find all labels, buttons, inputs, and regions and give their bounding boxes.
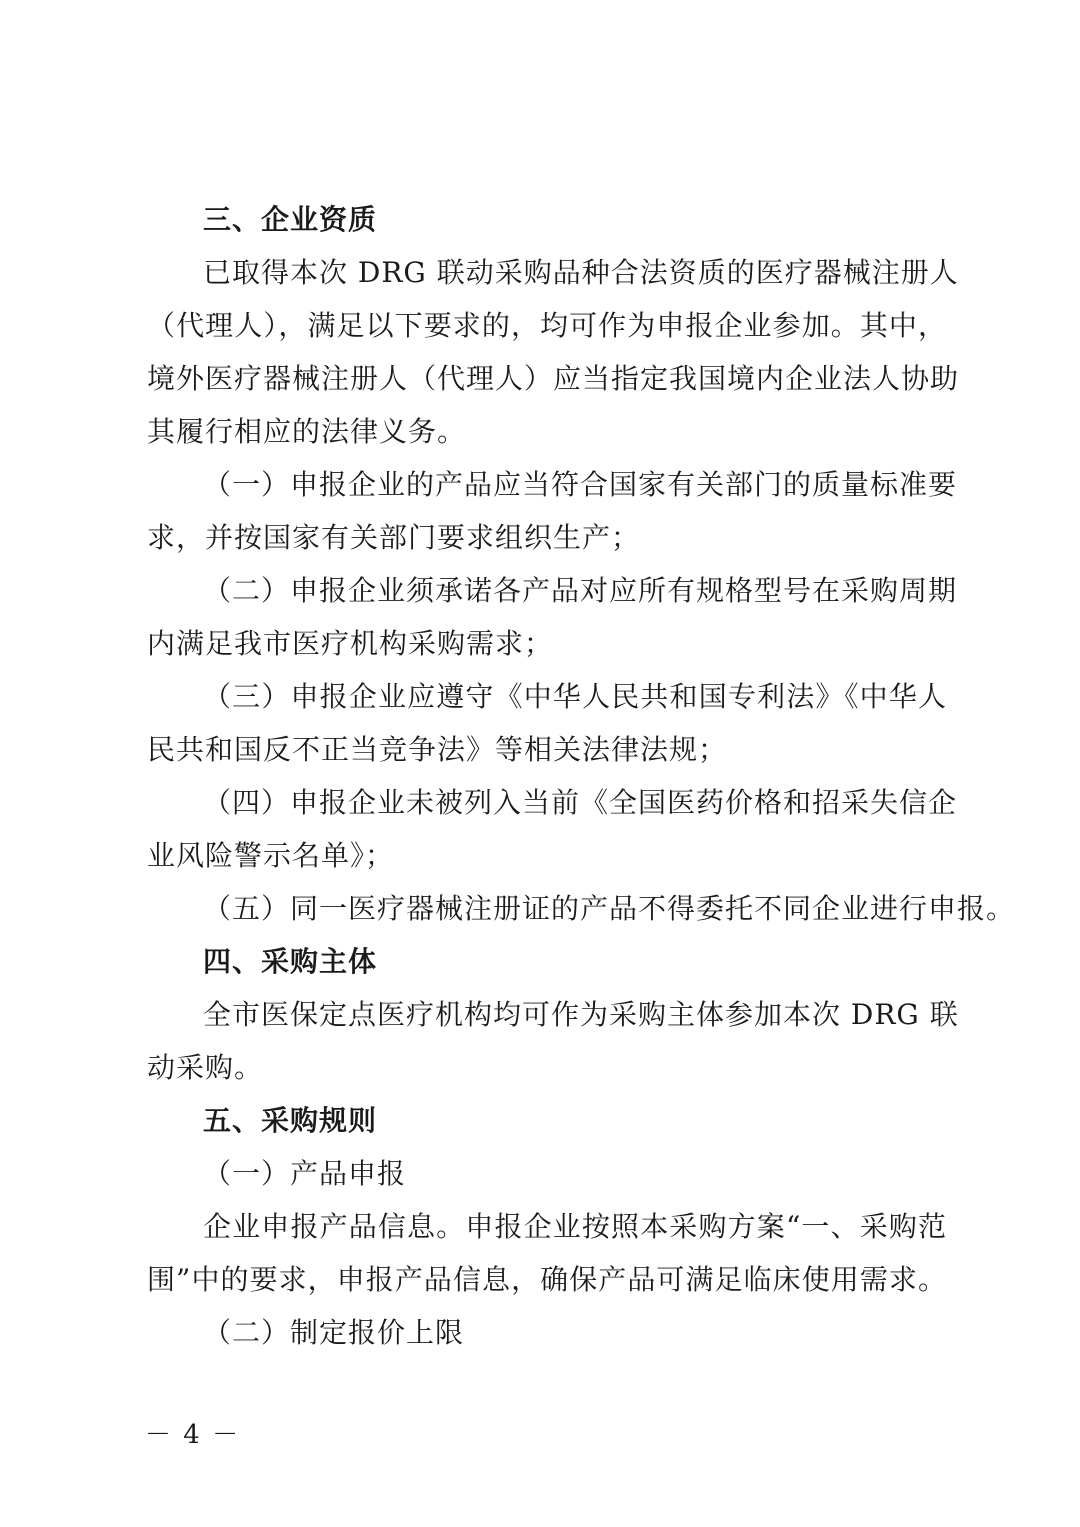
paragraph-line: 其履行相应的法律义务。 — [147, 415, 467, 448]
document-body — [147, 193, 1016, 1359]
paragraph-line: 围”中的要求，申报产品信息，确保产品可满足临床使用需求。 — [147, 1263, 947, 1296]
subsection-heading-price-cap: （二）制定报价上限 — [203, 1316, 465, 1349]
list-item-line: （五）同一医疗器械注册证的产品不得委托不同企业进行申报。 — [203, 892, 1016, 925]
list-item-line: （三）申报企业应遵守《中华人民共和国专利法》《中华人 — [203, 680, 947, 713]
paragraph-line: 已取得本次 DRG 联动采购品种合法资质的医疗器械注册人 — [203, 256, 959, 289]
paragraph-line: 境外医疗器械注册人（代理人）应当指定我国境内企业法人协助 — [147, 362, 960, 395]
paragraph-line: 全市医保定点医疗机构均可作为采购主体参加本次 DRG 联 — [203, 998, 959, 1031]
list-item-line: （一）申报企业的产品应当符合国家有关部门的质量标准要 — [203, 468, 958, 501]
list-item-line: 民共和国反不正当竞争法》等相关法律法规； — [147, 733, 728, 766]
list-item-line: 求，并按国家有关部门要求组织生产； — [147, 521, 641, 554]
section-heading-procurement-subject: 四、采购主体 — [203, 945, 378, 978]
page-number: － 4 － — [145, 1420, 241, 1450]
list-item-line: （四）申报企业未被列入当前《全国医药价格和招采失信企 — [203, 786, 958, 819]
list-item-line: 内满足我市医疗机构采购需求； — [147, 627, 554, 660]
section-heading-enterprise-qualification: 三、企业资质 — [203, 203, 378, 236]
section-heading-procurement-rules: 五、采购规则 — [203, 1104, 378, 1137]
list-item-line: 业风险警示名单》； — [147, 839, 395, 872]
subsection-heading-product-declaration: （一）产品申报 — [203, 1157, 407, 1190]
paragraph-line: （代理人），满足以下要求的，均可作为申报企业参加。其中， — [147, 309, 947, 342]
paragraph-line: 动采购。 — [147, 1051, 264, 1084]
list-item-line: （二）申报企业须承诺各产品对应所有规格型号在采购周期 — [203, 574, 958, 607]
paragraph-line: 企业申报产品信息。申报企业按照本采购方案“一、采购范 — [203, 1210, 947, 1243]
